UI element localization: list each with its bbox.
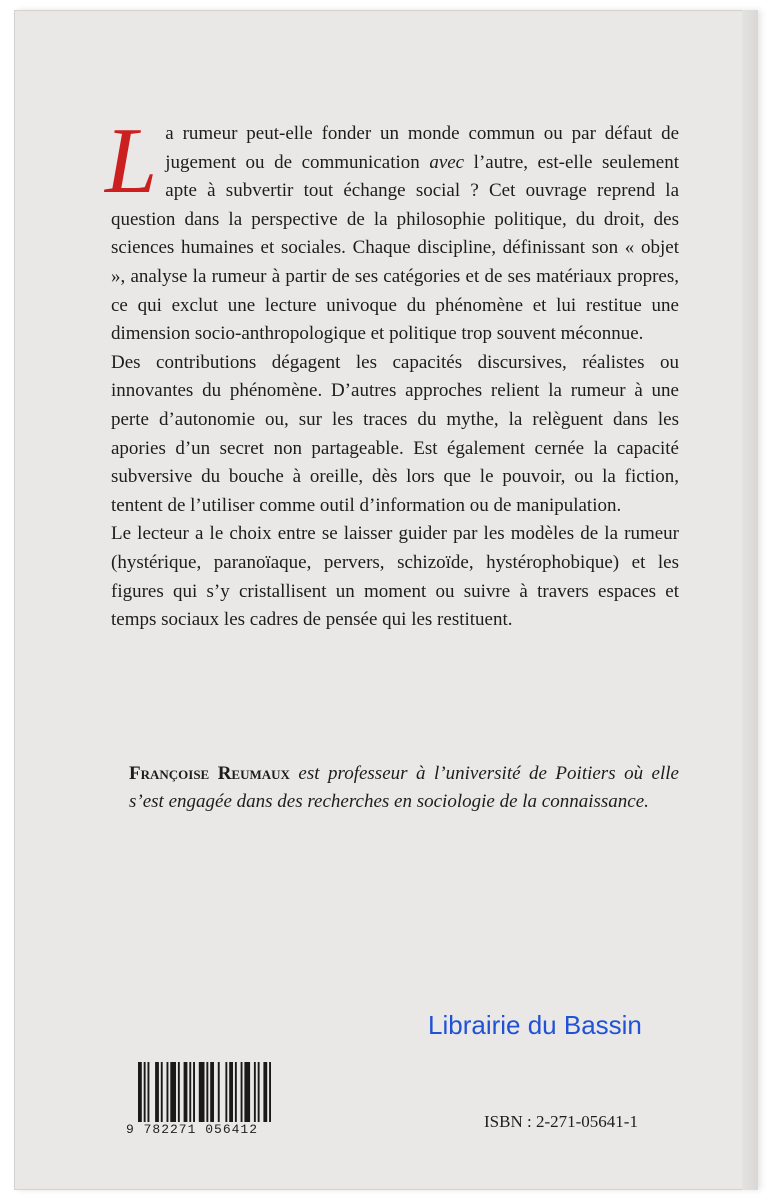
blurb-p1-start: a rumeur peut-elle fonder un monde commun ou par défaut de jugement ou de communication — [165, 123, 679, 173]
barcode-bar — [167, 1062, 169, 1122]
drop-cap: L — [105, 109, 158, 213]
barcode-bar — [193, 1062, 195, 1122]
barcode-bar — [144, 1062, 146, 1122]
barcode-bar — [235, 1062, 237, 1122]
barcode-bar — [161, 1062, 163, 1122]
barcode-bar — [189, 1062, 191, 1122]
author-bio: est professeur à l’université de Poitiers où elle s’est engagée dans des recherches en sociologie de la connaissance. — [129, 763, 679, 812]
author-note — [129, 760, 679, 816]
blurb-p1-end: l’autre, est-elle seulement apte à subvertir tout échange social ? Cet ouvrage reprend la question dans la perspective de la philosophie politique, du droit, des sciences humaines et sociales. Chaque discipline, définissant son « objet », analyse la rumeur à partir de ses catégories et de ses matériaux propres, ce qui exclut une lecture univoque du phénomène et lui restitue une dimension socio-anthropologique et politique trop souvent méconnue. — [111, 151, 679, 345]
isbn-label: ISBN : 2-271-05641-1 — [484, 1112, 638, 1131]
barcode-bar — [244, 1062, 250, 1122]
barcode-bar — [170, 1062, 176, 1122]
blurb-text — [105, 109, 679, 635]
barcode-bar — [210, 1062, 214, 1122]
author-name: Françoise Reumaux — [129, 763, 290, 784]
blurb-paragraph-2: Des contributions dégagent les capacités discursives, réalistes ou innovantes du phénomène. D’autres approches relient la rumeur à une perte d’autonomie ou, sur les traces du mythe, la relèguent dans les apories d’un secret non partageable. Est également cernée la capacité subversive du bouche à oreille, dès lors que le pouvoir, ou la fiction, tentent de l’utiliser comme outil d’information ou de manipulation. — [111, 351, 679, 516]
barcode-bar — [241, 1062, 243, 1122]
blurb-paragraph-3: Le lecteur a le choix entre se laisser guider par les modèles de la rumeur (hystérique, paranoïaque, pervers, schizoïde, hystérophobique) et les figures qui s’y cristallisent un moment ou suivre à travers espaces et temps sociaux les cadres de pensée qui les restituent. — [111, 523, 679, 631]
barcode-bar — [199, 1062, 205, 1122]
barcode-bar — [138, 1062, 142, 1122]
barcode-digits: 9 782271 056412 — [126, 1122, 276, 1137]
barcode-bar — [258, 1062, 260, 1122]
barcode-bar — [155, 1062, 159, 1122]
barcode-bar — [225, 1062, 227, 1122]
bookseller-stamp: Librairie du Bassin — [428, 1010, 642, 1040]
barcode-bar — [206, 1062, 208, 1122]
barcode — [126, 1062, 276, 1142]
barcode-bar — [218, 1062, 220, 1122]
barcode-bar — [254, 1062, 256, 1122]
barcode-bar — [263, 1062, 267, 1122]
cover-edge — [742, 10, 758, 1190]
barcode-bar — [229, 1062, 233, 1122]
barcode-bar — [184, 1062, 188, 1122]
barcode-bar — [148, 1062, 150, 1122]
barcode-bar — [178, 1062, 180, 1122]
barcode-bars — [126, 1062, 276, 1128]
blurb-paragraph-1 — [105, 109, 679, 349]
barcode-bar — [269, 1062, 271, 1122]
blurb-p1-italic: avec — [429, 151, 465, 173]
